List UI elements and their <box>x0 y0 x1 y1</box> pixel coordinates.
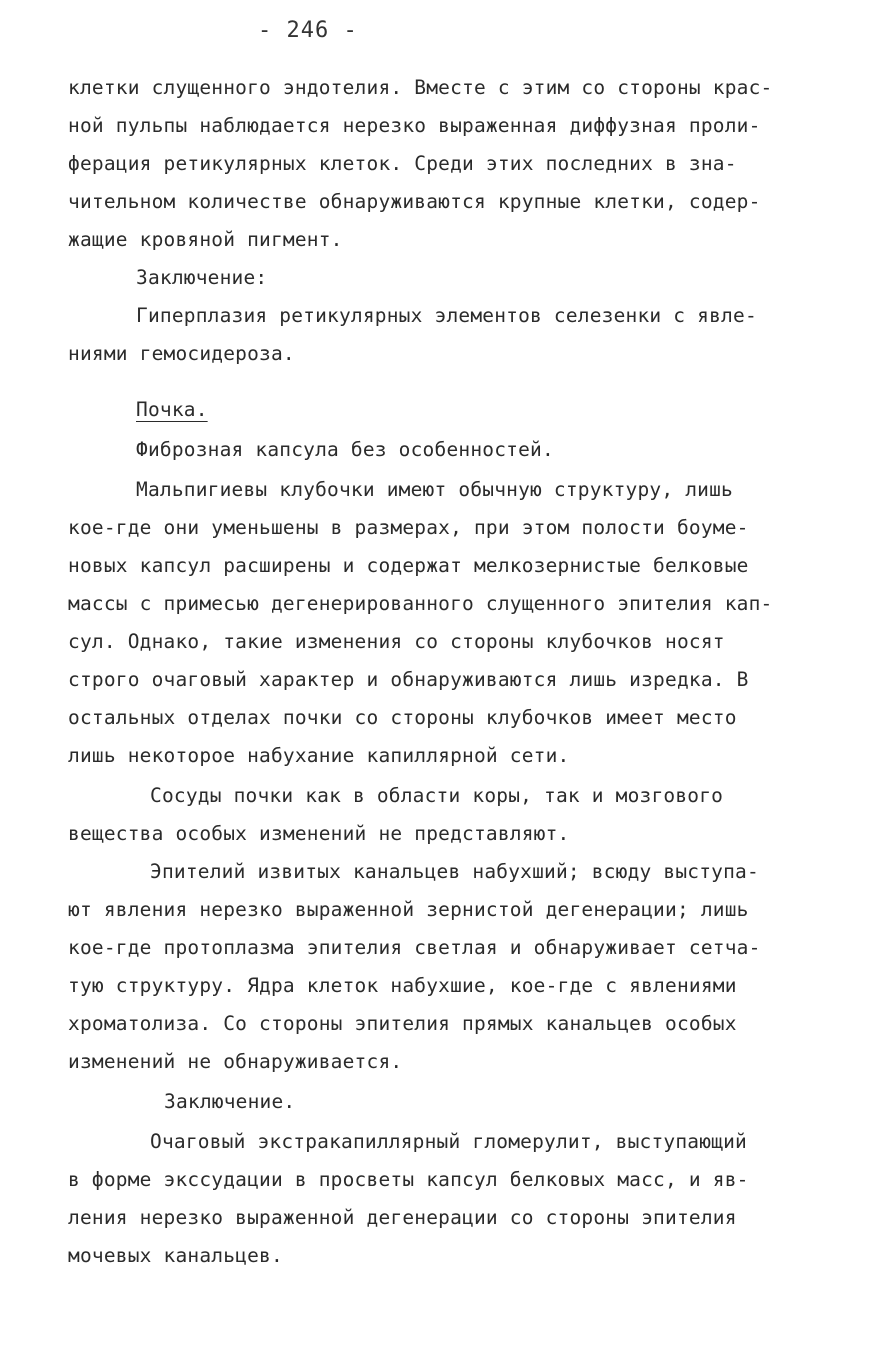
text-line: лишь некоторое набухание капиллярной сети. <box>68 744 570 767</box>
text-line: новых капсул расширены и содержат мелкозернистые белковые <box>68 554 749 577</box>
text-line: Фиброзная капсула без особенностей. <box>136 438 554 461</box>
text-line: мочевых канальцев. <box>68 1244 283 1267</box>
page-number: - 246 - <box>258 18 358 43</box>
text-line: в форме экссудации в просветы капсул белковых масс, и яв- <box>68 1168 749 1191</box>
text-line: Гиперплазия ретикулярных элементов селезенки с явле- <box>136 304 757 327</box>
text-line: строго очаговый характер и обнаруживаются лишь изредка. В <box>68 668 749 691</box>
text-line: Очаговый экстракапиллярный гломерулит, выступающий <box>150 1130 747 1153</box>
text-line: клетки слущенного эндотелия. Вместе с этим со стороны крас- <box>68 76 773 99</box>
text-line: тую структуру. Ядра клеток набухшие, кое-где с явлениями <box>68 974 737 997</box>
text-line: сул. Однако, такие изменения со стороны клубочков носят <box>68 630 725 653</box>
text-line: вещества особых изменений не представляют. <box>68 822 570 845</box>
text-line: кое-где они уменьшены в размерах, при этом полости боуме- <box>68 516 749 539</box>
text-line: кое-где протоплазма эпителия светлая и обнаруживает сетча- <box>68 936 761 959</box>
text-line: остальных отделах почки со стороны клубочков имеет место <box>68 706 737 729</box>
text-line: ной пульпы наблюдается нерезко выраженная диффузная проли- <box>68 114 761 137</box>
text-line: чительном количестве обнаруживаются крупные клетки, содер- <box>68 190 761 213</box>
section-heading-kidney: Почка. <box>136 398 208 421</box>
text-line: хроматолиза. Со стороны эпителия прямых канальцев особых <box>68 1012 737 1035</box>
text-line: ниями гемосидероза. <box>68 342 295 365</box>
conclusion-heading: Заключение. <box>164 1090 296 1113</box>
text-line: ферация ретикулярных клеток. Среди этих последних в зна- <box>68 152 737 175</box>
text-line: массы с примесью дегенерированного слущенного эпителия кап- <box>68 592 773 615</box>
text-line: Эпителий извитых канальцев набухший; всюду выступа- <box>150 860 759 883</box>
text-line: ления нерезко выраженной дегенерации со стороны эпителия <box>68 1206 737 1229</box>
text-line: Сосуды почки как в области коры, так и мозгового <box>150 784 724 807</box>
text-line: изменений не обнаруживается. <box>68 1050 403 1073</box>
text-line: жащие кровяной пигмент. <box>68 228 343 251</box>
text-line: Мальпигиевы клубочки имеют обычную структуру, лишь <box>136 478 733 501</box>
text-line: ют явления нерезко выраженной зернистой дегенерации; лишь <box>68 898 749 921</box>
conclusion-heading: Заключение: <box>136 266 268 289</box>
